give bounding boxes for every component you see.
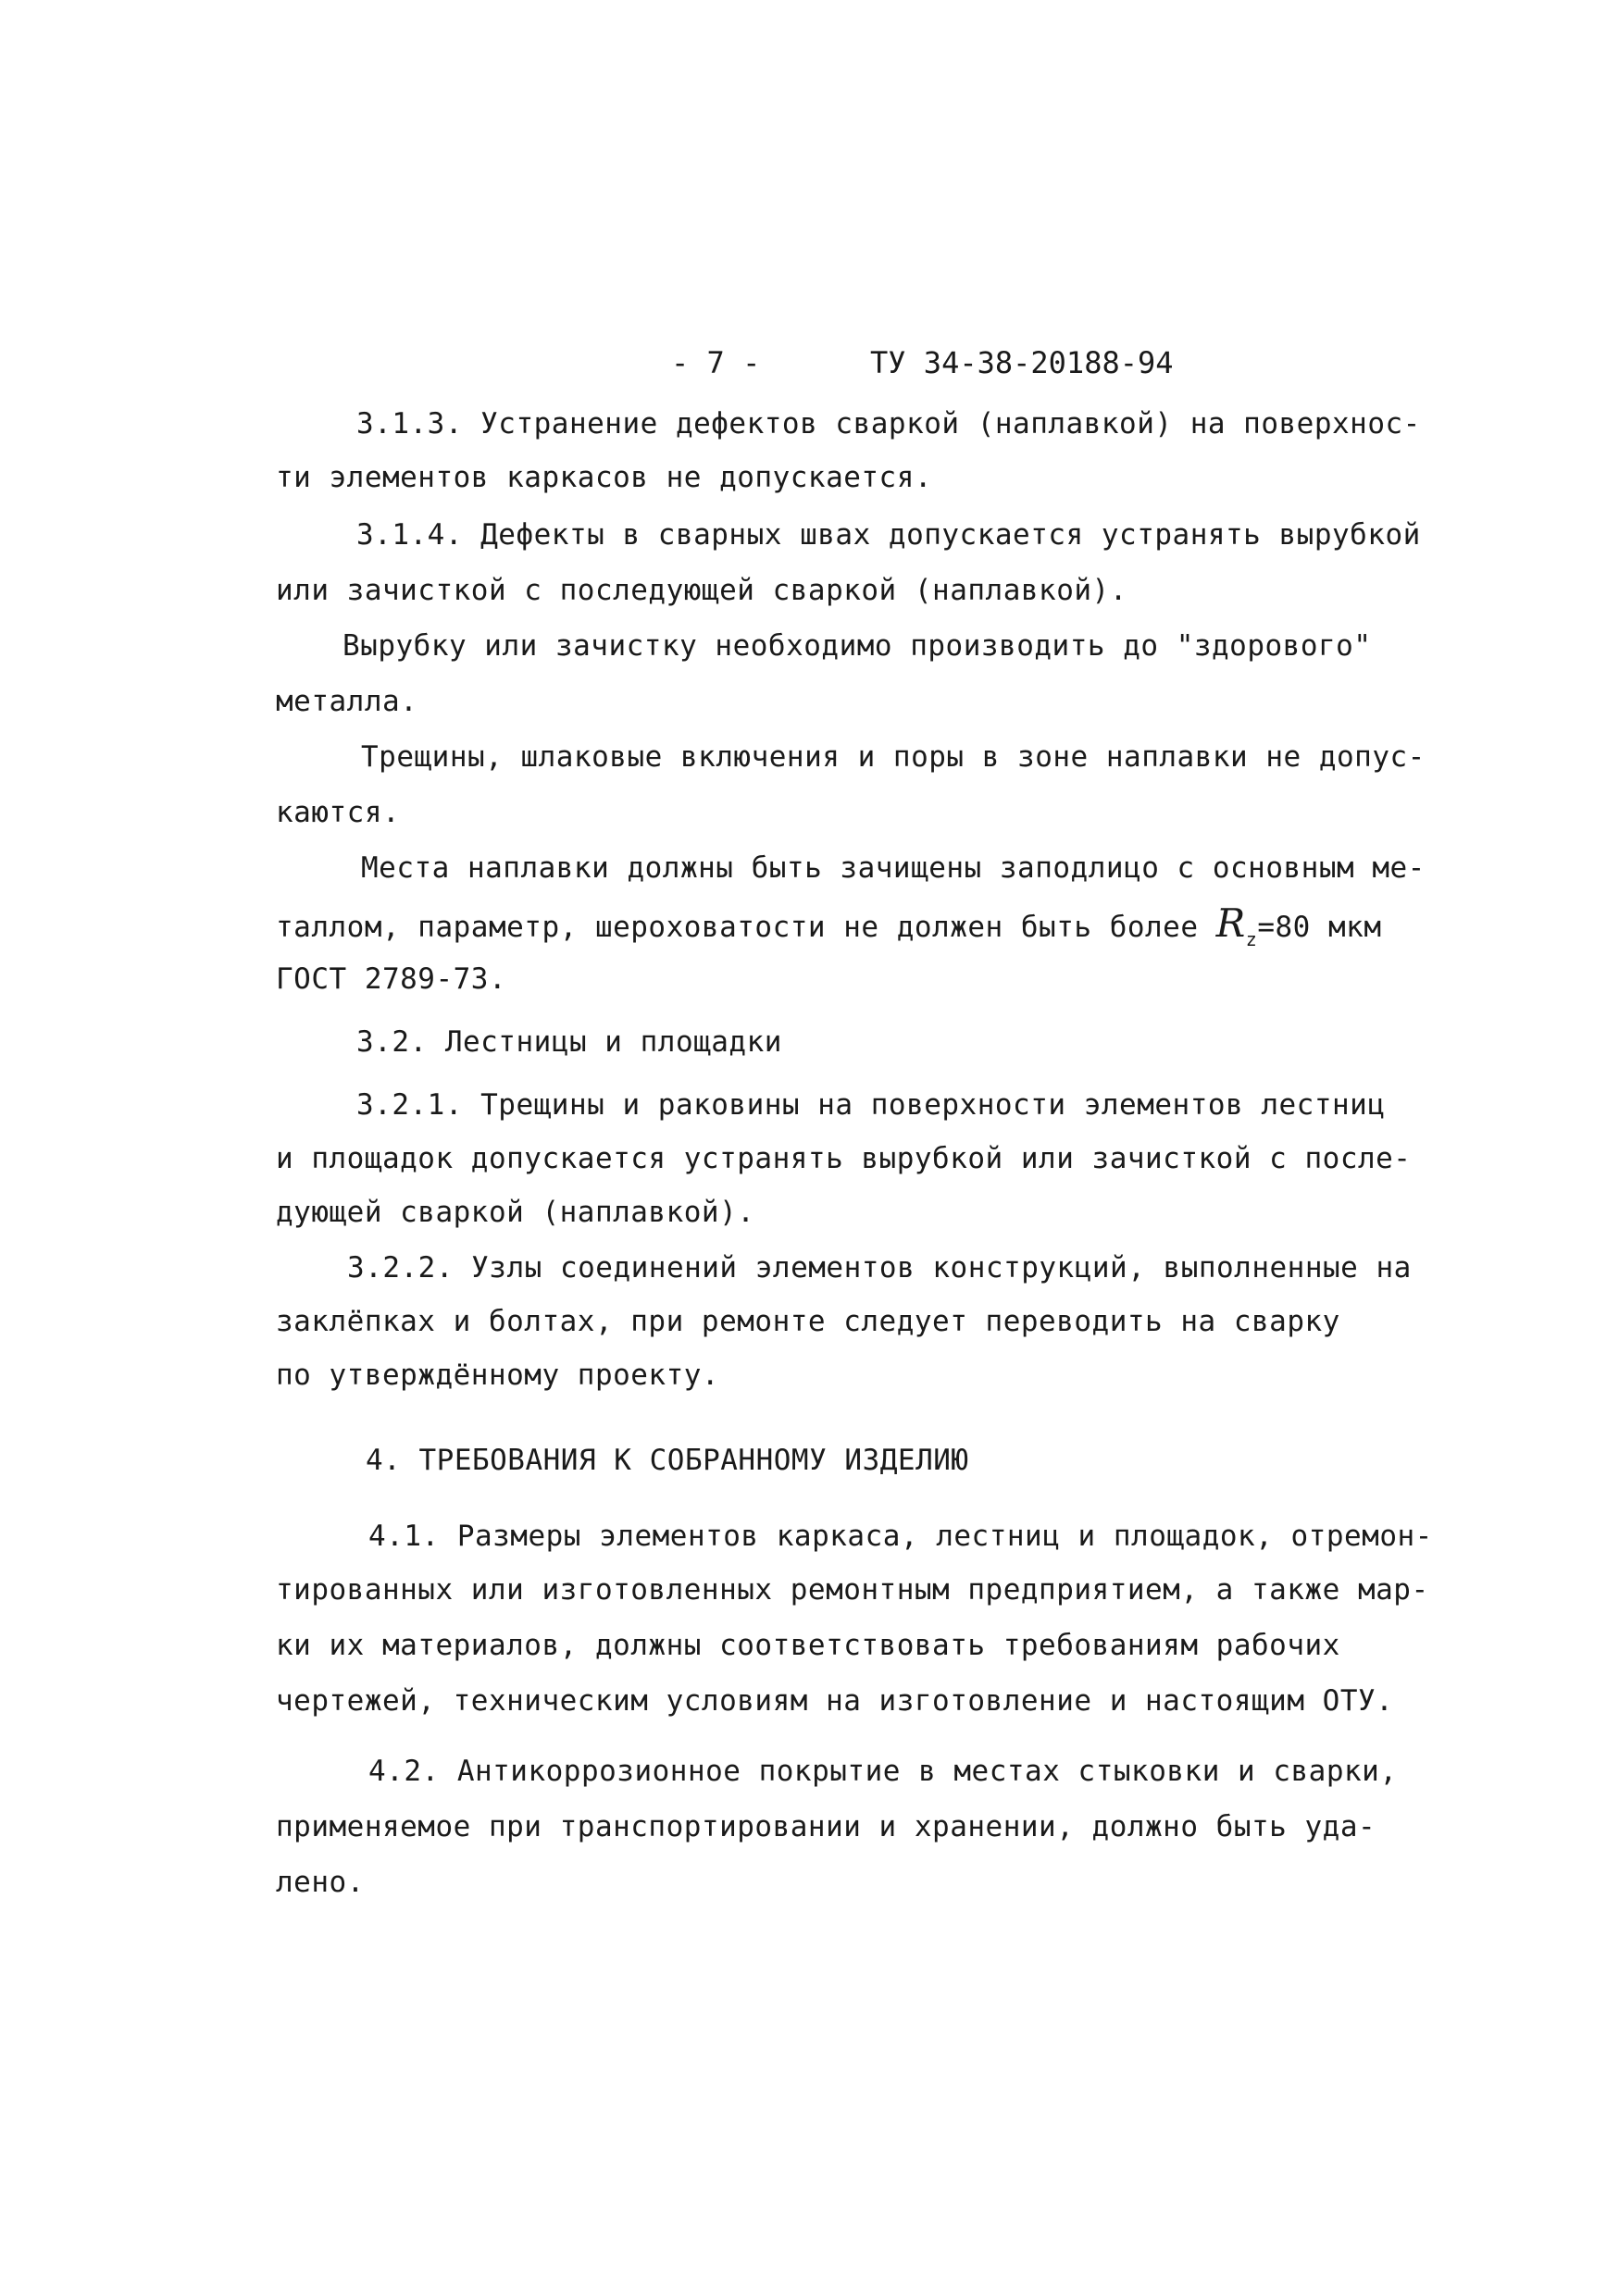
roughness-subscript: z <box>1245 928 1258 950</box>
roughness-value: =80 мкм <box>1257 911 1382 944</box>
paragraph-3-1-3-line-1: 3.1.3. Устранение дефектов сваркой (наплавкой) на поверхнос- <box>356 407 1421 441</box>
paragraph-surfacing-line-3: ГОСТ 2789-73. <box>276 962 507 996</box>
paragraph-surfacing-line-2 <box>276 900 1382 950</box>
paragraph-3-2-1-line-1: 3.2.1. Трещины и раковины на поверхности элементов лестниц <box>356 1088 1386 1122</box>
paragraph-4-1-line-3: ки их материалов, должны соответствовать требованиям рабочих <box>276 1629 1340 1662</box>
paragraph-3-1-4-line-1: 3.1.4. Дефекты в сварных швах допускается устранять вырубкой <box>356 518 1421 552</box>
paragraph-cracks-line-1: Трещины, шлаковые включения и поры в зоне наплавки не допус- <box>361 740 1426 774</box>
document-number: ТУ 34-38-20188-94 <box>870 345 1174 380</box>
paragraph-3-2-2-line-1: 3.2.2. Узлы соединений элементов конструкций, выполненные на <box>347 1251 1412 1285</box>
paragraph-cracks-line-2: каются. <box>276 796 401 829</box>
section-3-2-heading: 3.2. Лестницы и площадки <box>356 1025 782 1059</box>
paragraph-3-1-4-line-2: или зачисткой с последующей сваркой (наплавкой). <box>276 574 1127 607</box>
paragraph-3-2-1-line-2: и площадок допускается устранять вырубкой или зачисткой с после- <box>276 1142 1412 1175</box>
paragraph-3-2-1-line-3: дующей сваркой (наплавкой). <box>276 1196 755 1229</box>
paragraph-4-1-line-1: 4.1. Размеры элементов каркаса, лестниц и площадок, отремон- <box>368 1520 1433 1553</box>
section-4-heading: 4. ТРЕБОВАНИЯ К СОБРАННОМУ ИЗДЕЛИЮ <box>366 1444 969 1477</box>
page-number: - 7 - <box>671 345 761 380</box>
paragraph-cleanup-line-1: Вырубку или зачистку необходимо производить до "здорового" <box>342 629 1372 663</box>
paragraph-4-2-line-2: применяемое при транспортировании и хранении, должно быть уда- <box>276 1810 1376 1843</box>
roughness-symbol: R <box>1215 900 1246 946</box>
paragraph-surfacing-line-1: Места наплавки должны быть зачищены заподлицо с основным ме- <box>361 851 1426 885</box>
paragraph-4-2-line-1: 4.2. Антикоррозионное покрытие в местах стыковки и сварки, <box>368 1755 1398 1788</box>
paragraph-3-2-2-line-3: по утверждённому проекту. <box>276 1359 720 1392</box>
paragraph-4-1-line-4: чертежей, техническим условиям на изготовление и настоящим ОТУ. <box>276 1684 1394 1718</box>
roughness-text: таллом, параметр, шероховатости не должен быть более <box>276 911 1216 944</box>
paragraph-4-2-line-3: лено. <box>276 1866 365 1899</box>
paragraph-3-2-2-line-2: заклёпках и болтах, при ремонте следует переводить на сварку <box>276 1305 1340 1338</box>
paragraph-cleanup-line-2: металла. <box>276 685 418 718</box>
paragraph-4-1-line-2: тированных или изготовленных ремонтным предприятием, а также мар- <box>276 1573 1429 1607</box>
paragraph-3-1-3-line-2: ти элементов каркасов не допускается. <box>276 461 933 494</box>
